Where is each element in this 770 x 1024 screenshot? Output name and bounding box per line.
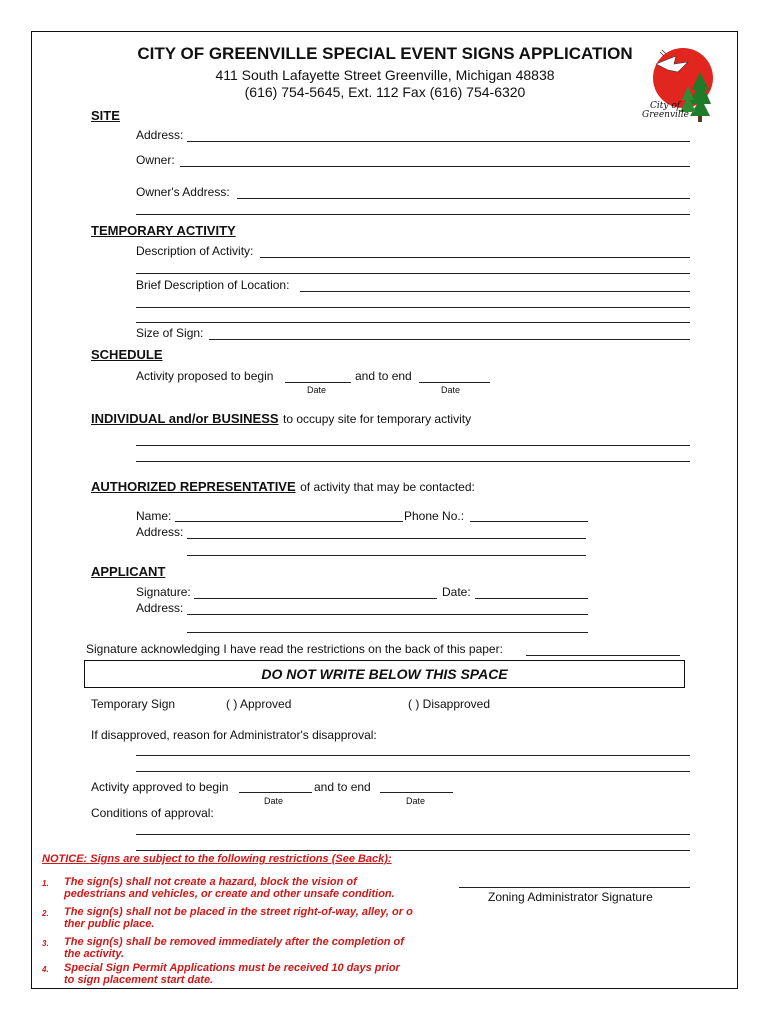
disapproval-reason-label: If disapproved, reason for Administrator's disapproval: <box>91 728 377 742</box>
rep-name-label: Name: <box>136 509 172 523</box>
schedule-heading: SCHEDULE <box>91 347 163 362</box>
acknowledgement-signature-field[interactable] <box>526 655 680 656</box>
authorized-rep-text: of activity that may be contacted: <box>300 480 475 494</box>
notice-item-text-2: ther public place. <box>64 918 155 930</box>
rep-address-field-2[interactable] <box>187 555 586 556</box>
location-field-2[interactable] <box>136 307 690 308</box>
sign-size-label: Size of Sign: <box>136 326 204 340</box>
notice-item-number: 1. <box>42 879 49 888</box>
applicant-signature-field[interactable] <box>194 598 437 599</box>
individual-business-field[interactable] <box>136 445 690 446</box>
authorized-rep-row <box>91 478 475 496</box>
applicant-address-label: Address: <box>136 601 184 615</box>
rep-name-field[interactable] <box>175 521 403 522</box>
conditions-field-2[interactable] <box>136 850 690 851</box>
temporary-sign-label: Temporary Sign <box>91 697 176 711</box>
notice-item-text-2: pedestrians and vehicles, or create and other unsafe condition. <box>64 888 395 900</box>
disapproved-checkbox[interactable]: ( ) Disapproved <box>408 697 491 711</box>
applicant-address-field[interactable] <box>187 614 588 615</box>
location-field[interactable] <box>300 291 690 292</box>
acknowledgement-label: Signature acknowledging I have read the restrictions on the back of this paper: <box>86 642 503 656</box>
approved-end-field[interactable] <box>380 792 453 793</box>
applicant-signature-label: Signature: <box>136 585 191 599</box>
temporary-activity-heading: TEMPORARY ACTIVITY <box>91 223 236 238</box>
schedule-end-date-caption: Date <box>441 385 461 395</box>
activity-description-label: Description of Activity: <box>136 244 254 258</box>
individual-business-heading: INDIVIDUAL and/or BUSINESS <box>91 411 279 426</box>
zoning-signature-label: Zoning Administrator Signature <box>488 890 653 904</box>
zoning-signature-field[interactable] <box>459 887 690 888</box>
owners-address-field[interactable] <box>237 198 690 199</box>
approved-end-date-caption: Date <box>406 796 426 806</box>
applicant-address-field-2[interactable] <box>187 632 588 633</box>
approved-checkbox[interactable]: ( ) Approved <box>226 697 292 711</box>
page-title: CITY OF GREENVILLE SPECIAL EVENT SIGNS APPLICATION <box>137 44 633 63</box>
activity-description-field-2[interactable] <box>136 273 690 274</box>
site-heading: SITE <box>91 108 120 123</box>
owners-address-label: Owner's Address: <box>136 185 230 199</box>
notice-item-text-1: The sign(s) shall not create a hazard, block the vision of <box>64 876 357 888</box>
applicant-date-label: Date: <box>442 585 471 599</box>
activity-description-field[interactable] <box>260 257 690 258</box>
rep-phone-field[interactable] <box>470 521 588 522</box>
notice-item-text-1: The sign(s) shall be removed immediately after the completion of <box>64 936 404 948</box>
approved-begin-label: Activity approved to begin <box>91 780 229 794</box>
logo-text-city: City of <box>650 101 681 111</box>
logo-text-greenville: Greenville <box>642 110 689 120</box>
notice-item-number: 3. <box>42 939 49 948</box>
location-field-3[interactable] <box>136 322 690 323</box>
schedule-begin-date-caption: Date <box>307 385 327 395</box>
location-label: Brief Description of Location: <box>136 278 290 292</box>
approved-begin-field[interactable] <box>239 792 312 793</box>
notice-item-number: 2. <box>42 909 49 918</box>
rep-address-field[interactable] <box>187 538 586 539</box>
notice-title: NOTICE: Signs are subject to the following restrictions (See Back): <box>42 853 392 865</box>
authorized-rep-heading: AUTHORIZED REPRESENTATIVE <box>91 479 296 494</box>
individual-business-field-2[interactable] <box>136 461 690 462</box>
applicant-heading: APPLICANT <box>91 564 166 579</box>
site-address-field[interactable] <box>187 141 690 142</box>
disapproval-reason-field[interactable] <box>136 755 690 756</box>
city-logo <box>618 42 718 124</box>
approved-begin-date-caption: Date <box>264 796 284 806</box>
notice-item-text-1: The sign(s) shall not be placed in the street right-of-way, alley, or o <box>64 906 413 918</box>
owner-label: Owner: <box>136 153 175 167</box>
schedule-end-label: and to end <box>355 369 412 383</box>
notice-item-number: 4. <box>42 965 49 974</box>
individual-business-text: to occupy site for temporary activity <box>283 412 472 426</box>
notice-item-text-2: to sign placement start date. <box>64 974 214 986</box>
conditions-label: Conditions of approval: <box>91 806 214 820</box>
schedule-begin-field[interactable] <box>285 382 351 383</box>
site-address-label: Address: <box>136 128 184 142</box>
office-use-banner: DO NOT WRITE BELOW THIS SPACE <box>84 660 685 688</box>
rep-phone-label: Phone No.: <box>404 509 465 523</box>
rep-address-label: Address: <box>136 525 184 539</box>
conditions-field[interactable] <box>136 834 690 835</box>
sign-size-field[interactable] <box>209 339 690 340</box>
approved-end-label: and to end <box>314 780 371 794</box>
disapproval-reason-field-2[interactable] <box>136 771 690 772</box>
individual-business-row <box>91 410 471 428</box>
notice-item-text-2: the activity. <box>64 948 125 960</box>
schedule-end-field[interactable] <box>419 382 490 383</box>
office-address: 411 South Lafayette Street Greenville, Michigan 48838 <box>215 67 555 83</box>
owner-field[interactable] <box>180 166 690 167</box>
office-phone: (616) 754-5645, Ext. 112 Fax (616) 754-6320 <box>244 84 526 100</box>
owners-address-field-2[interactable] <box>136 214 690 215</box>
notice-item-text-1: Special Sign Permit Applications must be received 10 days prior <box>64 962 400 974</box>
schedule-begin-label: Activity proposed to begin <box>136 369 274 383</box>
applicant-date-field[interactable] <box>475 598 588 599</box>
